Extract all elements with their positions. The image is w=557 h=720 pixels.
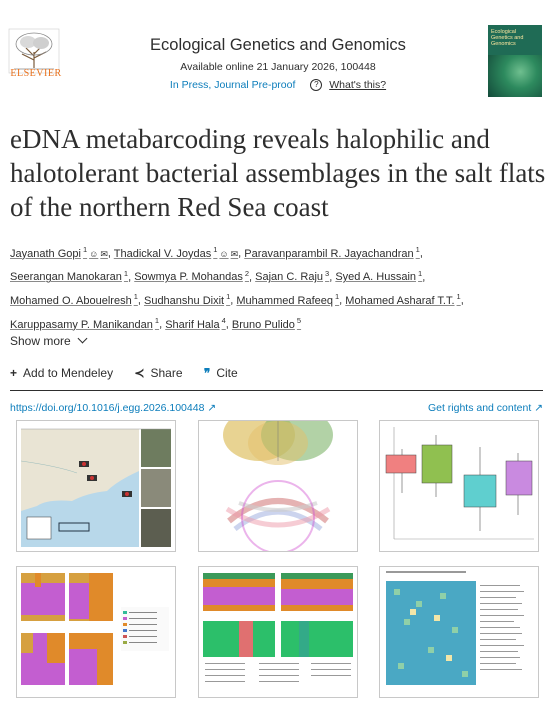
in-press-link[interactable]: In Press, Journal Pre-proof xyxy=(169,79,296,91)
author-link[interactable]: Sajan C. Raju $^3$ xyxy=(255,268,330,284)
author-link[interactable]: Sharif Hala $^4$ xyxy=(165,315,226,331)
cite-button[interactable]: ❞ Cite xyxy=(203,366,238,380)
author-link[interactable]: Muhammed Rafeeq $^1$ xyxy=(236,292,340,307)
author-link[interactable]: Jayanath Gopi $^1$ ☺ ✉ xyxy=(10,245,108,260)
journal-title-link[interactable]: Ecological Genetics and Genomics xyxy=(150,36,406,54)
rights-link[interactable]: Get rights and content ↗ xyxy=(427,402,543,414)
figure-thumbnail-heatmap[interactable] xyxy=(379,566,539,698)
author-link[interactable]: Seerangan Manokaran $^1$ xyxy=(10,268,129,284)
article-actions xyxy=(10,366,256,386)
person-icon[interactable]: ☺ xyxy=(89,248,99,259)
add-to-mendeley-button[interactable]: + Add to Mendeley xyxy=(10,366,114,380)
author-list: Jayanath Gopi $^1$ ☺ ✉, Thadickal V. Joydas $^1$ ☺ ✉, Paravanparambil R. Jayachandran $^1$, Seerangan Manokaran $^1$, Sowmya P. Mohandas $^2$, Sajan C. Raju $^3$, Syed A. Hussain $^1$, Mohamed O. Abouelresh $^1$, Sudhanshu Dixit $^1$, Muhammed Rafeeq $^1$, Mohamed Asharaf T.T. $^1$, Karuppasamy P. Manikandan $^1$, Sharif Hala $^4$, Bruno Pulido $^5$ xyxy=(10,245,464,331)
author-link[interactable]: Bruno Pulido $^5$ xyxy=(231,315,302,331)
journal-cover-image[interactable] xyxy=(488,25,542,97)
doi-link[interactable]: https://doi.org/10.1016/j.egg.2026.100448 ↗ xyxy=(10,402,217,414)
person-icon[interactable]: ☺ xyxy=(219,248,229,259)
author-link[interactable]: Sudhanshu Dixit $^1$ xyxy=(143,292,231,307)
divider xyxy=(10,390,543,391)
email-icon[interactable]: ✉ xyxy=(230,248,239,259)
quote-icon: ❞ xyxy=(203,366,211,380)
share-icon: ≺ xyxy=(134,366,145,380)
plus-icon: + xyxy=(10,366,18,380)
email-icon[interactable]: ✉ xyxy=(100,248,108,259)
available-online: Available online 21 January 2026, 100448 xyxy=(180,61,376,73)
figure-thumbnail-map[interactable] xyxy=(16,420,176,552)
figure-thumbnail-stacked-bars[interactable] xyxy=(16,566,176,698)
figure-thumbnail-bar-panels[interactable] xyxy=(198,566,358,698)
author-link[interactable]: Sowmya P. Mohandas $^2$ xyxy=(134,268,250,284)
author-link[interactable]: Mohamed O. Abouelresh $^1$ xyxy=(10,292,138,307)
figure-thumbnail-boxplot[interactable] xyxy=(379,420,539,552)
external-link-icon: ↗ xyxy=(534,402,543,414)
chevron-down-icon xyxy=(77,334,87,344)
show-more-button[interactable] xyxy=(10,334,86,348)
help-circle-icon[interactable]: ? xyxy=(310,79,322,91)
figure-thumbnail-venn-chord[interactable] xyxy=(198,420,358,552)
external-link-icon: ↗ xyxy=(207,402,217,414)
status-line xyxy=(84,79,472,91)
author-link[interactable]: Syed A. Hussain $^1$ xyxy=(335,268,423,284)
elsevier-wordmark: ELSEVIER xyxy=(10,68,62,79)
cover-title: Ecological Genetics and Genomics xyxy=(491,29,524,47)
author-link[interactable]: Thadickal V. Joydas $^1$ ☺ ✉ xyxy=(113,245,239,260)
author-link[interactable]: Paravanparambil R. Jayachandran $^1$ xyxy=(244,245,420,260)
share-button[interactable]: ≺ Share xyxy=(134,366,183,380)
author-link[interactable]: Mohamed Asharaf T.T. $^1$ xyxy=(345,292,461,307)
article-header xyxy=(0,0,557,104)
whats-this-link[interactable]: What's this? xyxy=(329,79,387,91)
author-link[interactable]: Karuppasamy P. Manikandan $^1$ xyxy=(10,315,160,331)
show-more-label: Show more xyxy=(10,334,71,348)
article-title: eDNA metabarcoding reveals halophilic and halotolerant bacterial assemblages in the salt flats of the northern Red Sea coast xyxy=(10,124,546,222)
